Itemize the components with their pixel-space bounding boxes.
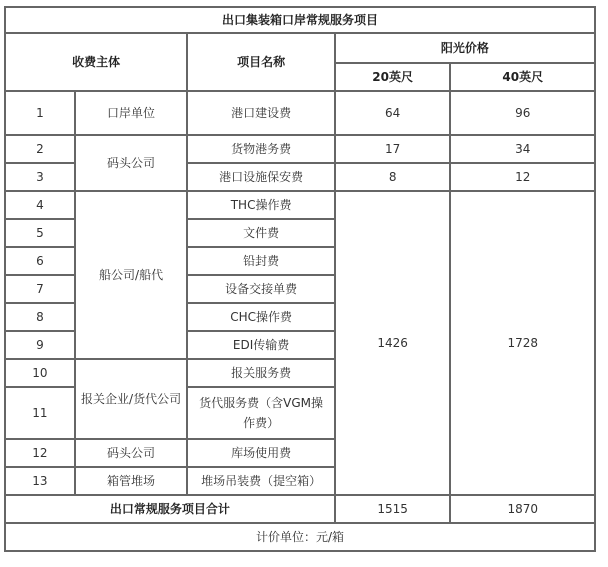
total-label: 出口常规服务项目合计 [5,495,335,523]
item-text: 货代服务费（含VGM操作费） [199,396,324,430]
total-20ft: 1515 [335,495,451,523]
item-cell: CHC操作费 [187,303,335,331]
row-number: 11 [5,387,75,439]
payer-cell: 箱管堆场 [75,467,188,495]
payer-cell: 码头公司 [75,439,188,467]
price-40ft-merged: 1728 [450,191,595,495]
row-number: 3 [5,163,75,191]
row-number: 2 [5,135,75,163]
payer-cell: 船公司/船代 [75,191,188,359]
price-20ft-merged: 1426 [335,191,451,495]
item-cell [187,387,335,439]
price-20ft: 17 [335,135,451,163]
header-price: 阳光价格 [335,33,595,63]
table-row [5,91,595,135]
unit-note: 计价单位：元/箱 [5,523,595,551]
item-cell: 铅封费 [187,247,335,275]
item-cell: EDI传输费 [187,331,335,359]
price-40ft: 34 [450,135,595,163]
row-number: 4 [5,191,75,219]
row-number: 7 [5,275,75,303]
header-item-name: 项目名称 [187,33,335,91]
item-cell: 报关服务费 [187,359,335,387]
item-cell: 堆场吊装费（提空箱） [187,467,335,495]
item-cell: 文件费 [187,219,335,247]
price-40ft: 12 [450,163,595,191]
table-row [5,135,595,163]
header-payer: 收费主体 [5,33,187,91]
row-number: 1 [5,91,75,135]
price-table-container [4,6,596,552]
row-number: 9 [5,331,75,359]
price-20ft: 64 [335,91,451,135]
row-number: 13 [5,467,75,495]
header-20ft: 20英尺 [335,63,451,91]
item-cell: 港口建设费 [187,91,335,135]
payer-cell: 口岸单位 [75,91,188,135]
table-title: 出口集装箱口岸常规服务项目 [5,7,595,33]
item-cell: THC操作费 [187,191,335,219]
payer-cell: 报关企业/货代公司 [75,359,188,439]
table-row [5,191,595,219]
row-number: 5 [5,219,75,247]
header-40ft: 40英尺 [450,63,595,91]
row-number: 6 [5,247,75,275]
row-number: 8 [5,303,75,331]
item-cell: 库场使用费 [187,439,335,467]
item-cell: 设备交接单费 [187,275,335,303]
price-20ft: 8 [335,163,451,191]
price-40ft: 96 [450,91,595,135]
item-cell: 港口设施保安费 [187,163,335,191]
item-cell: 货物港务费 [187,135,335,163]
total-row [5,495,595,523]
row-number: 12 [5,439,75,467]
row-number: 10 [5,359,75,387]
price-table [4,6,596,552]
payer-cell: 码头公司 [75,135,188,191]
total-40ft: 1870 [450,495,595,523]
